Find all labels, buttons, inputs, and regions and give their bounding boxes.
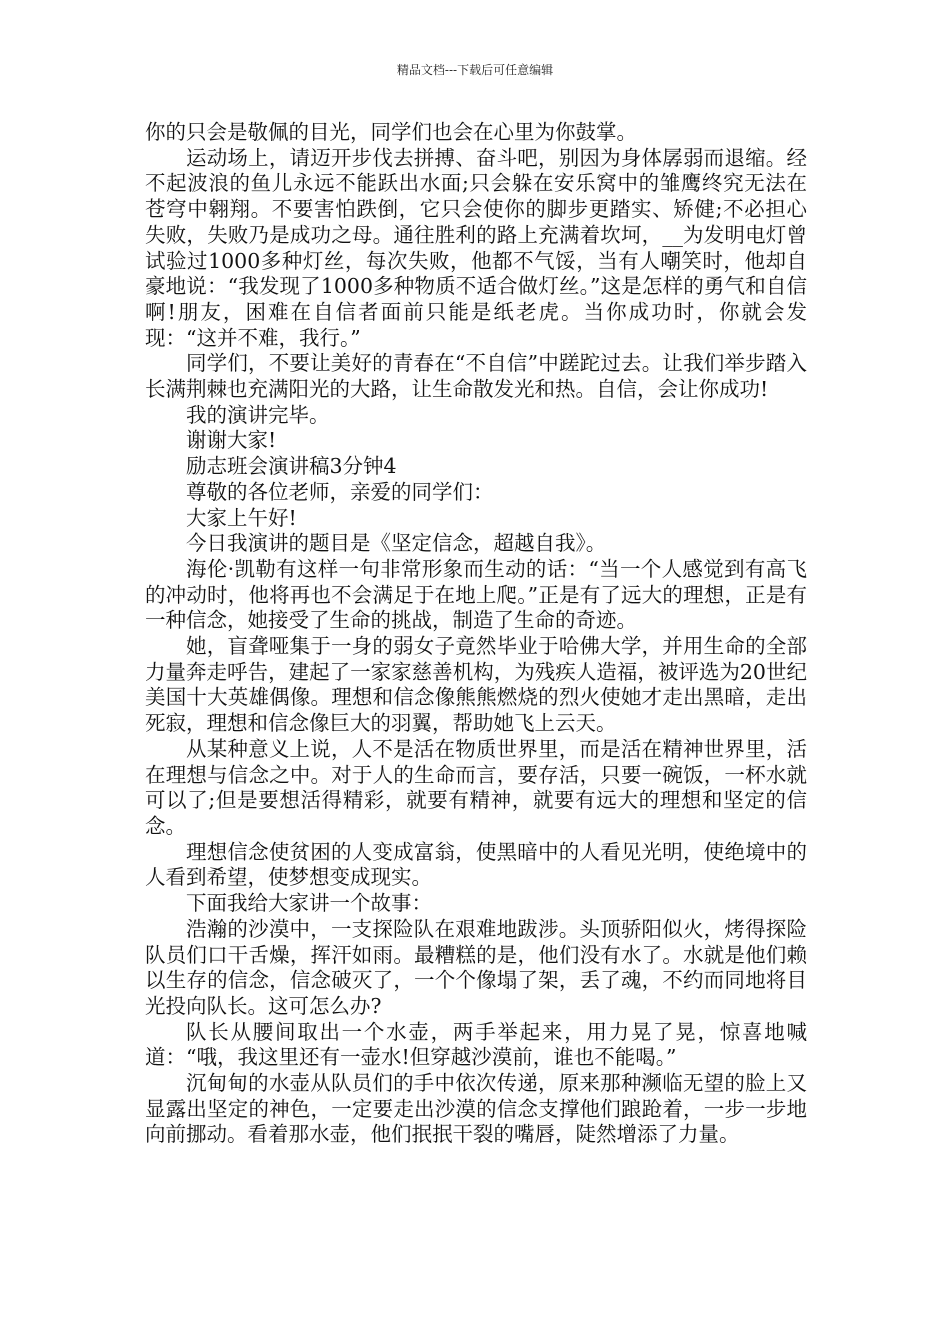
paragraph-2: 运动场上，请迈开步伐去拼搏、奋斗吧，别因为身体孱弱而退缩。经不起波浪的鱼儿永远不能跃出水面;只会躲在安乐窝中的雏鹰终究无法在苍穹中翱翔。不要害怕跌倒，它只会使你的脚步更踏实、矫健;不必担心失败，失败乃是成功之母。通往胜利的路上充满着坎坷，__为发明电灯曾试验过1000多种灯丝，每次失败，他都不气馁，当有人嘲笑时，他却自豪地说：“我发现了1000多种物质不适合做灯丝。”这是怎样的勇气和自信啊!朋友，困难在自信者面前只能是纸老虎。当你成功时，你就会发现：“这并不难，我行。” [145,145,807,350]
paragraph-4: 我的演讲完毕。 [186,402,330,427]
paragraph-11: 她，盲聋哑集于一身的弱女子竟然毕业于哈佛大学，并用生命的全部力量奔走呼告，建起了一家家慈善机构，为残疾人造福，被评选为20世纪美国十大英雄偶像。理想和信念像熊熊燃烧的烈火使她才走出黑暗，走出死寂，理想和信念像巨大的羽翼，帮助她飞上云天。 [145,634,807,736]
paragraph-3: 同学们，不要让美好的青春在“不自信”中蹉跎过去。让我们举步踏入长满荆棘也充满阳光的大路，让生命散发光和热。自信，会让你成功! [145,351,807,402]
page-header: 精品文档---下载后可任意编辑 [396,63,554,77]
greeting: 大家上午好! [186,505,297,530]
paragraph-12: 从某种意义上说，人不是活在物质世界里，而是活在精神世界里，活在理想与信念之中。对于人的生命而言，要存活，只要一碗饭，一杯水就可以了;但是要想活得精彩，就要有精神，就要有远大的理想和坚定的信念。 [145,736,807,838]
paragraph-13: 理想信念使贫困的人变成富翁，使黑暗中的人看见光明，使绝境中的人看到希望，使梦想变成现实。 [145,839,807,890]
paragraph-9: 今日我演讲的题目是《坚定信念，超越自我》。 [186,531,607,556]
paragraph-1: 你的只会是敬佩的目光，同学们也会在心里为你鼓掌。 [145,120,637,144]
paragraph-17: 沉甸甸的水壶从队员们的手中依次传递，原来那种濒临无望的脸上又显露出坚定的神色，一定要走出沙漠的信念支撑他们踉跄着，一步一步地向前挪动。看着那水壶，他们抿抿干裂的嘴唇，陡然增添了力量。 [145,1071,807,1147]
salutation: 尊敬的各位老师，亲爱的同学们： [186,479,494,504]
paragraph-14: 下面我给大家讲一个故事： [186,891,432,916]
paragraph-10: 海伦·凯勒有这样一句非常形象而生动的话：“当一个人感觉到有高飞的冲动时，他将再也不会满足于在地上爬。”正是有了远大的理想，正是有一种信念，她接受了生命的挑战，制造了生命的奇迹。 [145,556,807,633]
section-title: 励志班会演讲稿3分钟4 [186,454,397,479]
document-body [145,120,807,1148]
paragraph-15: 浩瀚的沙漠中，一支探险队在艰难地跋涉。头顶骄阳似火，烤得探险队员们口干舌燥，挥汗如雨。最糟糕的是，他们没有水了。水就是他们赖以生存的信念，信念破灭了，一个个像塌了架，丢了魂，不约而同地将目光投向队长。这可怎么办? [145,916,807,1018]
paragraph-5: 谢谢大家! [186,428,277,453]
paragraph-16: 队长从腰间取出一个水壶，两手举起来，用力晃了晃，惊喜地喊道：“哦，我这里还有一壶水!但穿越沙漠前，谁也不能喝。” [145,1019,807,1070]
